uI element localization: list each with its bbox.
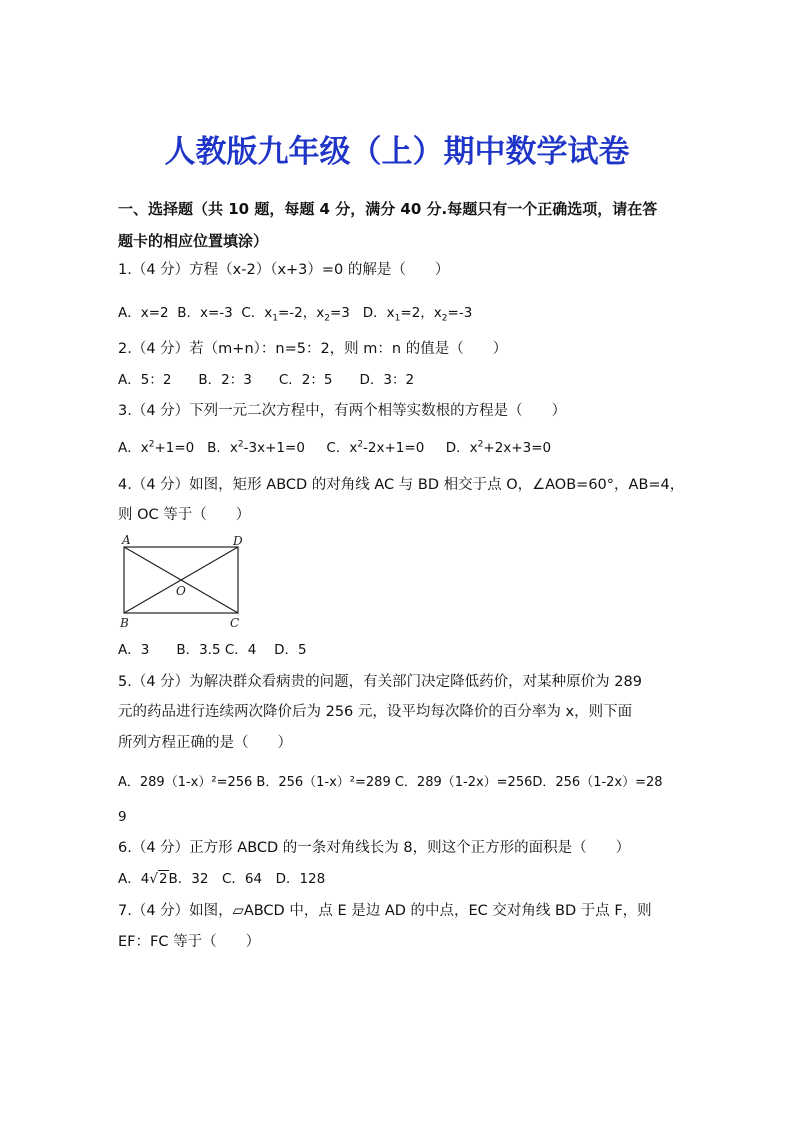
label-o: O (176, 584, 186, 598)
question-6-options (118, 868, 698, 890)
question-2-stem: 2.（4 分）若（m+n）：n=5：2，则 m：n 的值是（ ） (118, 341, 508, 357)
question-4-stem-line2: 则 OC 等于（ ） (118, 507, 251, 523)
q1-option-d: D．$x_1=2$，$x_2=-3$ (362, 305, 473, 324)
q3-option-a: A．$x^2+1=0$ (118, 439, 195, 456)
page-title: 人教版九年级（上）期中数学试卷 (164, 134, 630, 170)
question-5-stem-line2: 元的药品进行连续两次降价后为 256 元，设平均每次降价的百分率为 x，则下面 (118, 704, 633, 720)
section-heading-line1: 一、选择题（共 10 题，每题 4 分，满分 40 分.每题只有一个正确选项，请在答 (118, 200, 658, 218)
question-4-options: A．3 B．3.5 C．4 D．5 (118, 642, 307, 658)
q1-option-c: C．$x_1=-2$，$x_2=3$ (241, 305, 350, 324)
question-7-stem-line2: EF：FC 等于（ ） (118, 934, 261, 950)
q3-option-b: B．$x^2-3x+1=0$ (207, 439, 305, 456)
q3-option-c: C．$x^2-2x+1=0$ (326, 439, 425, 456)
q1-option-a: A．x=2 (118, 305, 169, 321)
question-1-stem: 1.（4 分）方程（x-2）（x+3）=0 的解是（ ） (118, 262, 450, 278)
q6-options-rest: B．32 C．64 D．128 (168, 871, 326, 887)
label-d: D (233, 534, 243, 548)
question-5-stem-line1: 5.（4 分）为解决群众看病贵的问题，有关部门决定降低药价，对某种原价为 289 (118, 674, 642, 690)
q6-option-a: A．4√2 (118, 871, 168, 887)
question-1-options (118, 302, 698, 324)
question-6-stem: 6.（4 分）正方形 ABCD 的一条对角线长为 8，则这个正方形的面积是（ ） (118, 840, 631, 856)
question-3-options (118, 437, 698, 459)
question-7-stem-line1: 7.（4 分）如图，▱ABCD 中，点 E 是边 AD 的中点，EC 交对角线 BD 于点 F，则 (118, 903, 652, 919)
rectangle-abcd-figure (114, 533, 250, 631)
label-b: B (120, 616, 129, 630)
question-2-options: A．5：2 B．2：3 C．2：5 D．3：2 (118, 372, 415, 388)
question-5-stem-line3: 所列方程正确的是（ ） (118, 735, 292, 751)
label-a: A (122, 533, 131, 547)
question-4-stem-line1: 4.（4 分）如图，矩形 ABCD 的对角线 AC 与 BD 相交于点 O，∠AOB=60°，AB=4， (118, 477, 685, 493)
q1-option-b: B．x=-3 (177, 305, 233, 321)
section-heading (118, 193, 688, 257)
q3-option-d: D．$x^2+2x+3=0$ (445, 439, 552, 456)
question-5-options-line2: 9 (118, 809, 127, 825)
question-5-options-line1: A．289（1-x）²=256 B．256（1-x）²=289 C．289（1-2x）=256D．256（1-2x）=28 (118, 775, 663, 790)
rectangle-diagram (114, 533, 250, 631)
question-3-stem: 3.（4 分）下列一元二次方程中，有两个相等实数根的方程是（ ） (118, 403, 567, 419)
section-heading-line2: 题卡的相应位置填涂） (118, 232, 269, 250)
label-c: C (230, 616, 240, 630)
